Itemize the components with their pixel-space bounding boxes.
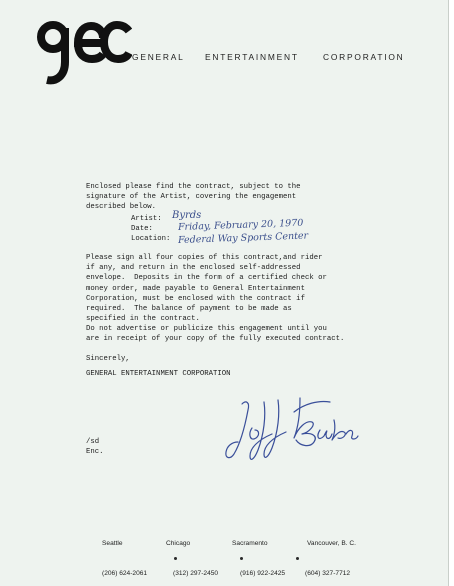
separator-dot [296,557,299,560]
phone-sacramento: (916) 922-2425 [240,570,286,577]
office-vancouver: Vancouver, B. C. [307,540,356,547]
handwritten-signature [222,390,362,470]
gec-logo [36,14,132,94]
company-word-entertainment: ENTERTAINMENT [205,52,299,62]
office-sacramento: Sacramento [232,540,268,547]
phone-vancouver: (604) 327-7712 [305,570,351,577]
advertising-paragraph: Do not advertise or publicize this engagement until you are in receipt of your copy of the fully executed contract. [86,325,345,344]
phone-chicago: (312) 297-2450 [173,570,219,577]
signature-block: GENERAL ENTERTAINMENT CORPORATION [86,370,231,378]
instructions-paragraph: Please sign all four copies of this contract,and rider if any, and return in the enclosed self-addressed envelope. Deposits in the form of a certified check or money order, made payable to General Entertainment Corporation, must be enclosed with the contract if required. The balance of payment to be made as specified in the contract. [86,254,327,324]
handwritten-artist: Byrds [172,210,202,221]
company-word-general: GENERAL [132,52,185,62]
phone-seattle: (206) 624-2061 [102,570,148,577]
intro-paragraph: Enclosed please find the contract, subject to the signature of the Artist, covering the engagement described below. [86,183,301,212]
separator-dot [174,557,177,560]
office-chicago: Chicago [166,540,191,547]
initials-and-enclosure: /sd Enc. [86,438,104,457]
separator-dot [240,557,243,560]
office-seattle: Seattle [102,540,123,547]
closing: Sincerely, [86,355,130,363]
handwritten-date: Friday, February 20, 1970 [177,217,304,233]
company-word-corporation: CORPORATION [323,52,405,62]
handwritten-location: Federal Way Sports Center [177,230,309,246]
engagement-details-labels: Artist: Date: Location: [131,215,171,244]
